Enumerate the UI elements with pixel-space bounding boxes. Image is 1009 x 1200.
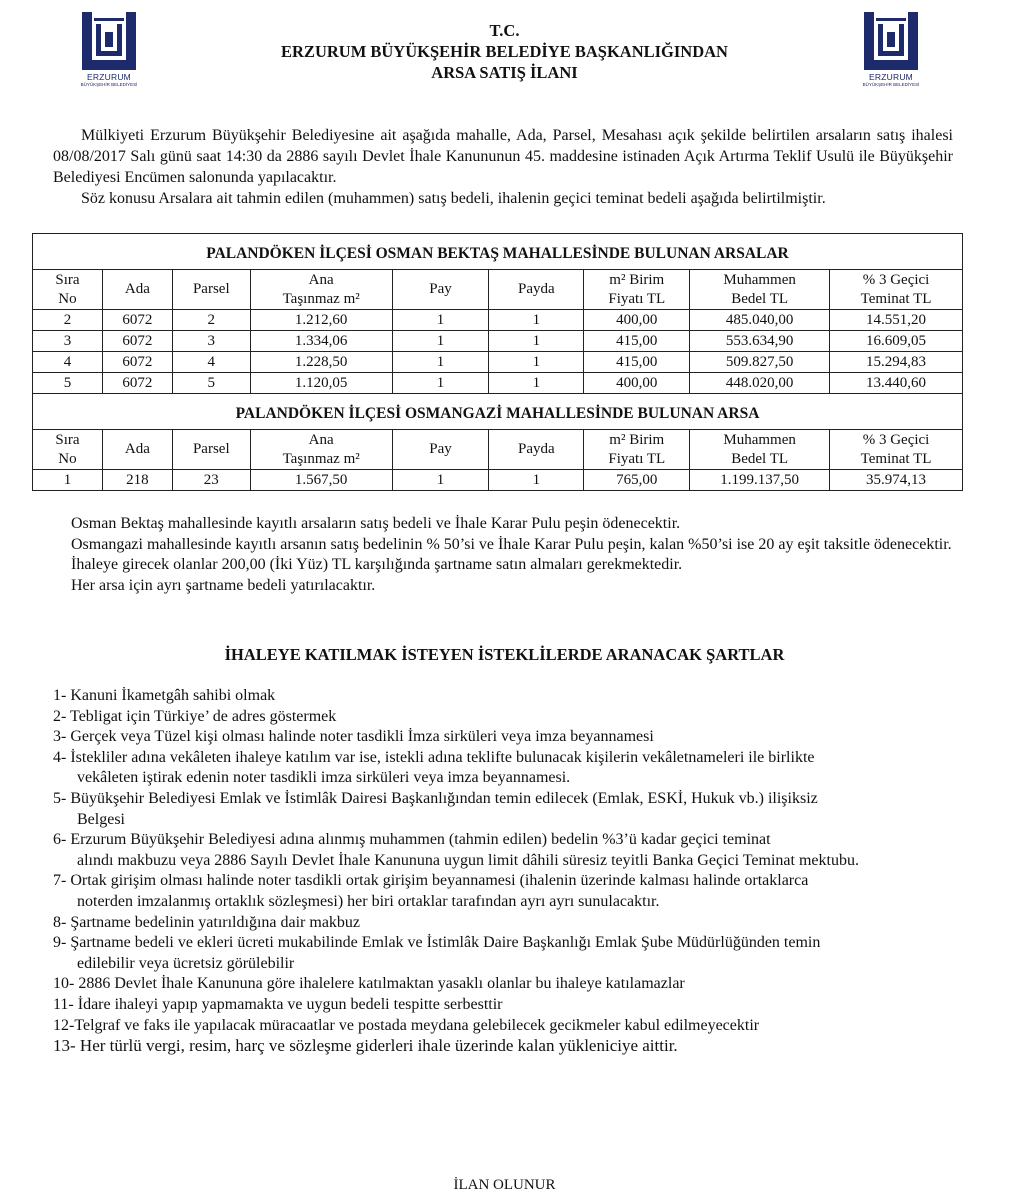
condition-item — [53, 727, 961, 748]
table-cell: 6072 — [102, 310, 172, 331]
header-payda: Payda — [489, 430, 584, 470]
header-muhammen-line2: Bedel TL — [731, 290, 789, 307]
condition-item — [53, 913, 961, 934]
table-row — [33, 331, 963, 352]
condition-text: 3- Gerçek veya Tüzel kişi olması halinde noter tasdikli İmza sirküleri veya imza beyannamesi — [53, 728, 654, 746]
header-pay: Pay — [392, 270, 489, 310]
condition-continuation: alındı makbuzu veya 2886 Sayılı Devlet İhale Kanununa uygun limit dâhili süresiz teyitli Banka Geçici Teminat mektubu. — [77, 851, 859, 869]
table-header-row — [33, 270, 963, 310]
header-muhammen — [690, 430, 830, 470]
table-cell: 415,00 — [584, 352, 690, 373]
condition-item — [53, 686, 961, 707]
footer-announcement: İLAN OLUNUR — [453, 1177, 556, 1193]
intro-paragraph-1: Mülkiyeti Erzurum Büyükşehir Belediyesine ait aşağıda mahalle, Ada, Parsel, Mesahası açık şekilde belirtilen arsaların satış ihalesi 08/08/2017 Salı günü saat 14:30 da 2886 sayılı Devlet İhale Kanununun 45. maddesine istinaden Açık Artırma Teklif Usulü ile Büyükşehir Belediyesi Encümen salonunda yapılacaktır. — [53, 127, 953, 186]
header-sira — [33, 430, 103, 470]
table-cell: 6072 — [102, 331, 172, 352]
header-ada: Ada — [102, 430, 172, 470]
table-cell: 2 — [172, 310, 250, 331]
table-cell: 1 — [392, 373, 489, 394]
table-cell: 16.609,05 — [830, 331, 963, 352]
table-cell: 1.334,06 — [250, 331, 392, 352]
header-line-tc: T.C. — [489, 21, 520, 40]
note-2: Osmangazi mahallesinde kayıtlı arsanın satış bedelinin % 50’si ve İhale Karar Pulu peşin, kalan %50’si ise 20 ay eşit taksitle ödenecektir. — [71, 535, 952, 553]
condition-continuation: edilebilir veya ücretsiz görülebilir — [77, 954, 295, 972]
table-cell: 5 — [172, 373, 250, 394]
header-sira-line2: No — [58, 450, 77, 467]
condition-item — [53, 1036, 961, 1057]
table-cell: 3 — [33, 331, 103, 352]
header-birim — [584, 270, 690, 310]
table-cell: 400,00 — [584, 310, 690, 331]
table-cell: 400,00 — [584, 373, 690, 394]
logo-name: ERZURUM — [87, 72, 131, 82]
table-cell: 415,00 — [584, 331, 690, 352]
condition-text: 11- İdare ihaleyi yapıp yapmamakta ve uygun bedeli tespitte serbesttir — [53, 995, 503, 1013]
section-title: PALANDÖKEN İLÇESİ OSMAN BEKTAŞ MAHALLESİNDE BULUNAN ARSALAR — [33, 234, 963, 270]
condition-text: 6- Erzurum Büyükşehir Belediyesi adına alınmış muhammen (tahmin edilen) bedelin %3’ü kadar geçici teminat — [53, 831, 771, 849]
header-teminat-line2: Teminat TL — [860, 290, 932, 307]
header-ada: Ada — [102, 270, 172, 310]
header-muhammen — [690, 270, 830, 310]
condition-item — [53, 748, 961, 789]
header-muhammen-line2: Bedel TL — [731, 450, 789, 467]
conditions-heading: İHALEYE KATILMAK İSTEYEN İSTEKLİLERDE ARANACAK ŞARTLAR — [224, 645, 785, 664]
table-cell: 1.228,50 — [250, 352, 392, 373]
intro-text — [53, 125, 953, 209]
header-birim — [584, 430, 690, 470]
header-muhammen-line1: Muhammen — [723, 271, 796, 288]
condition-text: 13- Her türlü vergi, resim, harç ve sözleşme giderleri ihale üzerinde kalan yükleniciye aittir. — [53, 1036, 678, 1056]
note-4: Her arsa için ayrı şartname bedeli yatırılacaktır. — [71, 576, 376, 594]
condition-text: 8- Şartname bedelinin yatırıldığına dair makbuz — [53, 913, 361, 931]
condition-item — [53, 789, 961, 830]
table-cell: 218 — [102, 470, 172, 491]
header-teminat — [830, 270, 963, 310]
table-row — [33, 373, 963, 394]
table-cell: 509.827,50 — [690, 352, 830, 373]
table-row — [33, 352, 963, 373]
table-cell: 1.120,05 — [250, 373, 392, 394]
condition-item — [53, 871, 961, 912]
table-cell: 485.040,00 — [690, 310, 830, 331]
logo-name: ERZURUM — [869, 72, 913, 82]
condition-text: 9- Şartname bedeli ve ekleri ücreti mukabilinde Emlak ve İstimlâk Daire Başkanlığı Emlak Şube Müdürlüğünden temin — [53, 934, 821, 952]
header-birim-line1: m² Birim — [609, 271, 665, 288]
table-cell: 1 — [392, 352, 489, 373]
table-cell: 14.551,20 — [830, 310, 963, 331]
table-cell: 1 — [489, 352, 584, 373]
table-cell: 5 — [33, 373, 103, 394]
header-birim-line1: m² Birim — [609, 431, 665, 448]
condition-text: 1- Kanuni İkametgâh sahibi olmak — [53, 687, 276, 704]
table-cell: 15.294,83 — [830, 352, 963, 373]
table-cell: 6072 — [102, 373, 172, 394]
table-cell: 1 — [392, 470, 489, 491]
table-cell: 35.974,13 — [830, 470, 963, 491]
condition-continuation: Belgesi — [77, 810, 125, 828]
table-cell: 765,00 — [584, 470, 690, 491]
table-cell: 1 — [392, 310, 489, 331]
table-cell: 1.567,50 — [250, 470, 392, 491]
table-cell: 1 — [489, 470, 584, 491]
table-cell: 1 — [489, 331, 584, 352]
section-title-row — [33, 394, 963, 430]
header-ana-line1: Ana — [308, 431, 334, 448]
condition-item — [53, 974, 961, 995]
note-1: Osman Bektaş mahallesinde kayıtlı arsaların satış bedeli ve İhale Karar Pulu peşin ödenecektir. — [71, 515, 681, 532]
table-row — [33, 310, 963, 331]
header-parsel: Parsel — [172, 270, 250, 310]
header-ana-line2: Taşınmaz m² — [282, 290, 360, 307]
header-pay: Pay — [392, 430, 489, 470]
header-muhammen-line1: Muhammen — [723, 431, 796, 448]
condition-text: 10- 2886 Devlet İhale Kanununa göre ihalelere katılmaktan yasaklı olanlar bu ihaleye katılamazlar — [53, 975, 685, 993]
condition-continuation: noterden imzalanmış ortaklık sözleşmesi) her biri ortaklar tarafından ayrı ayrı sunulacaktır. — [77, 892, 660, 910]
header-ana-line2: Taşınmaz m² — [282, 450, 360, 467]
condition-item — [53, 707, 961, 728]
condition-text: 5- Büyükşehir Belediyesi Emlak ve İstimlâk Dairesi Başkanlığından temin edilecek (Emlak, ESKİ, Hukuk vb.) ilişiksiz — [53, 789, 818, 807]
table-cell: 1 — [33, 470, 103, 491]
intro-paragraph-2: Söz konusu Arsalara ait tahmin edilen (muhammen) satış bedeli, ihalenin geçici teminat bedeli aşağıda belirtilmiştir. — [81, 190, 826, 207]
table-header-row — [33, 430, 963, 470]
header-birim-line2: Fiyatı TL — [608, 290, 666, 307]
header-line-institution: ERZURUM BÜYÜKŞEHİR BELEDİYE BAŞKANLIĞINDAN — [281, 42, 728, 61]
condition-text: 2- Tebligat için Türkiye’ de adres göstermek — [53, 707, 337, 725]
table-cell: 2 — [33, 310, 103, 331]
table-cell: 1 — [489, 373, 584, 394]
header-ana-line1: Ana — [308, 271, 334, 288]
table-row — [33, 470, 963, 491]
table-cell: 1.199.137,50 — [690, 470, 830, 491]
note-3: İhaleye girecek olanlar 200,00 (İki Yüz) TL karşılığında şartname satın almaları gerekmektedir. — [71, 556, 683, 573]
condition-item — [53, 1016, 961, 1037]
header-payda: Payda — [489, 270, 584, 310]
header-sira-line1: Sıra — [55, 431, 80, 448]
logo-subtitle: BÜYÜKŞEHİR BELEDİYESİ — [862, 82, 920, 87]
header-sira-line1: Sıra — [55, 271, 80, 288]
table-cell: 3 — [172, 331, 250, 352]
logo-subtitle: BÜYÜKŞEHİR BELEDİYESİ — [80, 82, 138, 87]
condition-item — [53, 933, 961, 974]
header-teminat — [830, 430, 963, 470]
header-teminat-line1: % 3 Geçici — [862, 431, 930, 448]
condition-text: 7- Ortak girişim olması halinde noter tasdikli ortak girişim beyannamesi (ihalenin üzerinde kalması halinde ortaklarca — [53, 872, 809, 890]
header-teminat-line1: % 3 Geçici — [862, 271, 930, 288]
table-cell: 1.212,60 — [250, 310, 392, 331]
document-header — [0, 20, 1009, 83]
table-cell: 4 — [172, 352, 250, 373]
header-sira — [33, 270, 103, 310]
section-title: PALANDÖKEN İLÇESİ OSMANGAZİ MAHALLESİNDE BULUNAN ARSA — [33, 394, 963, 430]
payment-notes — [53, 514, 953, 596]
table-cell: 553.634,90 — [690, 331, 830, 352]
header-teminat-line2: Teminat TL — [860, 450, 932, 467]
header-ana — [250, 430, 392, 470]
condition-text: 12-Telgraf ve faks ile yapılacak müracaatlar ve postada meydana gelebilecek gecikmeler kabul edilmeyecektir — [53, 1016, 760, 1034]
header-line-title: ARSA SATIŞ İLANI — [431, 63, 578, 82]
condition-continuation: vekâleten iştirak edenin noter tasdikli imza sirküleri veya imza beyannamesi. — [77, 769, 571, 787]
header-sira-line2: No — [58, 290, 77, 307]
table-cell: 23 — [172, 470, 250, 491]
table-cell: 1 — [489, 310, 584, 331]
condition-text: 4- İstekliler adına vekâleten ihaleye katılım var ise, istekli adına teklifte bulunacak kişilerin vekâletnameleri ile birlikte — [53, 748, 815, 766]
condition-item — [53, 995, 961, 1016]
conditions-list — [53, 686, 961, 1057]
table-cell: 448.020,00 — [690, 373, 830, 394]
condition-item — [53, 830, 961, 871]
header-ana — [250, 270, 392, 310]
header-parsel: Parsel — [172, 430, 250, 470]
table-cell: 6072 — [102, 352, 172, 373]
header-birim-line2: Fiyatı TL — [608, 450, 666, 467]
lots-table — [32, 233, 963, 491]
section-title-row — [33, 234, 963, 270]
table-cell: 4 — [33, 352, 103, 373]
table-cell: 13.440,60 — [830, 373, 963, 394]
table-cell: 1 — [392, 331, 489, 352]
